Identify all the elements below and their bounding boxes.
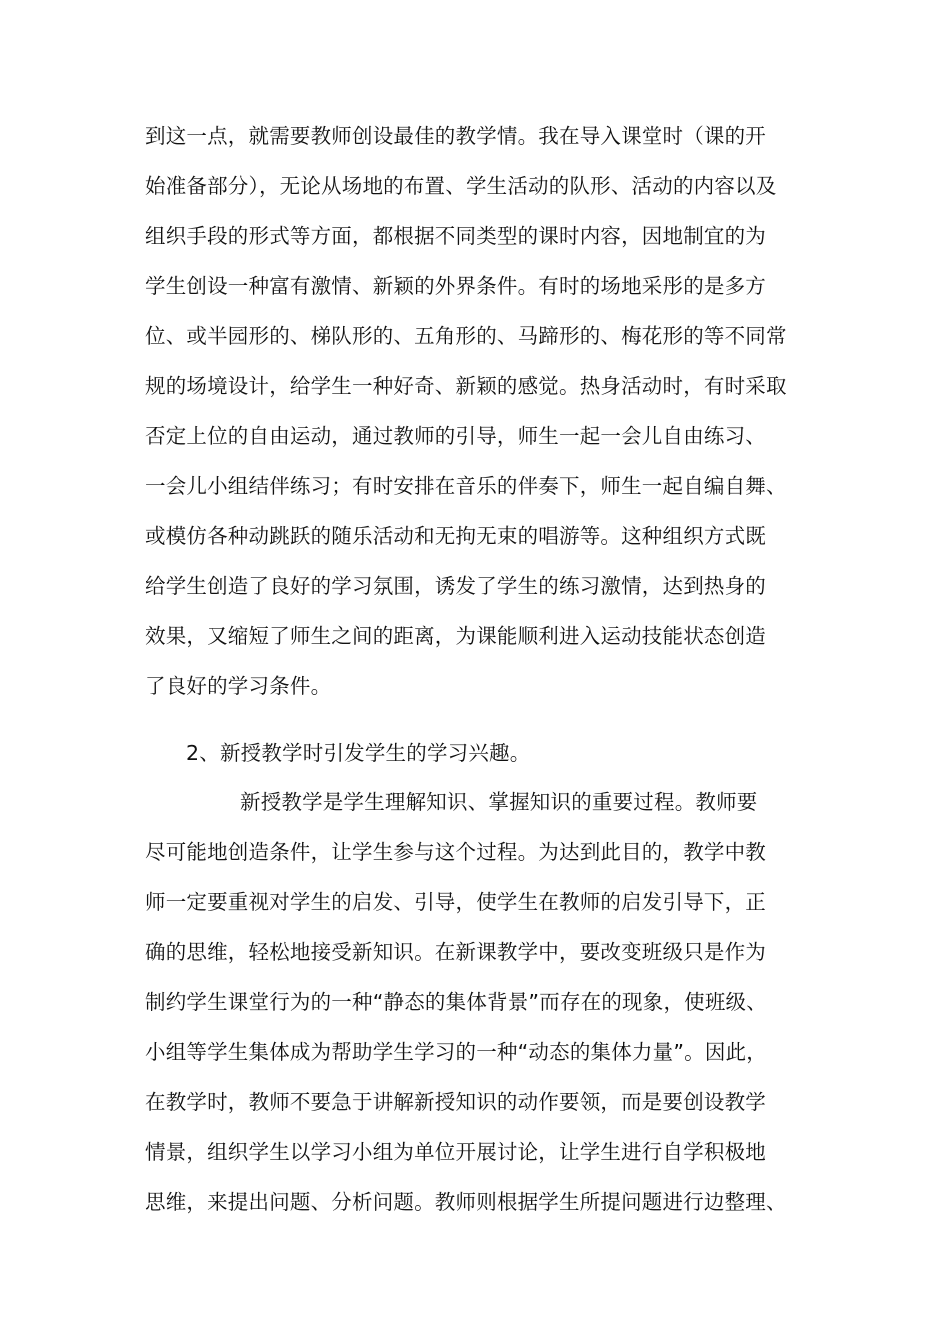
paragraph-2-line-4: 确的思维，轻松地接受新知识。在新课教学中，要改变班级只是作为 <box>145 940 766 964</box>
paragraph-1-line-11: 效果，又缩短了师生之间的距离，为课能顺利进入运动技能状态创造 <box>145 624 766 648</box>
paragraph-1-line-2: 始准备部分），无论从场地的布置、学生活动的队形、活动的内容以及 <box>145 174 777 198</box>
paragraph-1-line-6: 规的场境设计，给学生一种好奇、新颖的感觉。热身活动时，有时采取 <box>145 374 787 398</box>
paragraph-2-line-9: 思维，来提出问题、分析问题。教师则根据学生所提问题进行边整理、 <box>145 1190 787 1214</box>
paragraph-1-line-10: 给学生创造了良好的学习氛围，诱发了学生的练习激情，达到热身的 <box>145 574 766 598</box>
paragraph-2-line-7: 在教学时，教师不要急于讲解新授知识的动作要领，而是要创设教学 <box>145 1090 766 1114</box>
paragraph-2-line-6: 小组等学生集体成为帮助学生学习的一种“动态的集体力量”。因此， <box>145 1040 767 1064</box>
paragraph-1-line-8: 一会儿小组结伴练习；有时安排在音乐的伴奏下，师生一起自编自舞、 <box>145 474 787 498</box>
paragraph-1-line-1: 到这一点，就需要教师创设最佳的教学情。我在导入课堂时（课的开 <box>145 124 766 148</box>
paragraph-1-line-4: 学生创设一种富有激情、新颖的外界条件。有时的场地采彤的是多方 <box>145 274 766 298</box>
paragraph-2-line-2: 尽可能地创造条件，让学生参与这个过程。为达到此目的，教学中教 <box>145 840 766 864</box>
paragraph-1-line-7: 否定上位的自由运动，通过教师的引导，师生一起一会儿自由练习、 <box>145 424 766 448</box>
paragraph-2-line-3: 师一定要重视对学生的启发、引导，使学生在教师的启发引导下，正 <box>145 890 766 914</box>
paragraph-2-line-8: 情景，组织学生以学习小组为单位开展讨论，让学生进行自学积极地 <box>145 1140 766 1164</box>
paragraph-1-line-12: 了良好的学习条件。 <box>145 674 332 698</box>
section-heading-2: 2、新授教学时引发学生的学习兴趣。 <box>186 741 531 765</box>
paragraph-2-line-5: 制约学生课堂行为的一种“静态的集体背景”而存在的现象，使班级、 <box>145 990 767 1014</box>
paragraph-1-line-9: 或模仿各种动跳跃的随乐活动和无拘无束的唱游等。这种组织方式既 <box>145 524 766 548</box>
paragraph-1-line-3: 组织手段的形式等方面，都根据不同类型的课时内容，因地制宜的为 <box>145 224 766 248</box>
paragraph-1-line-5: 位、或半园形的、梯队形的、五角形的、马蹄形的、梅花形的等不同常 <box>145 324 787 348</box>
paragraph-2-line-1: 新授教学是学生理解知识、掌握知识的重要过程。教师要 <box>240 790 758 814</box>
